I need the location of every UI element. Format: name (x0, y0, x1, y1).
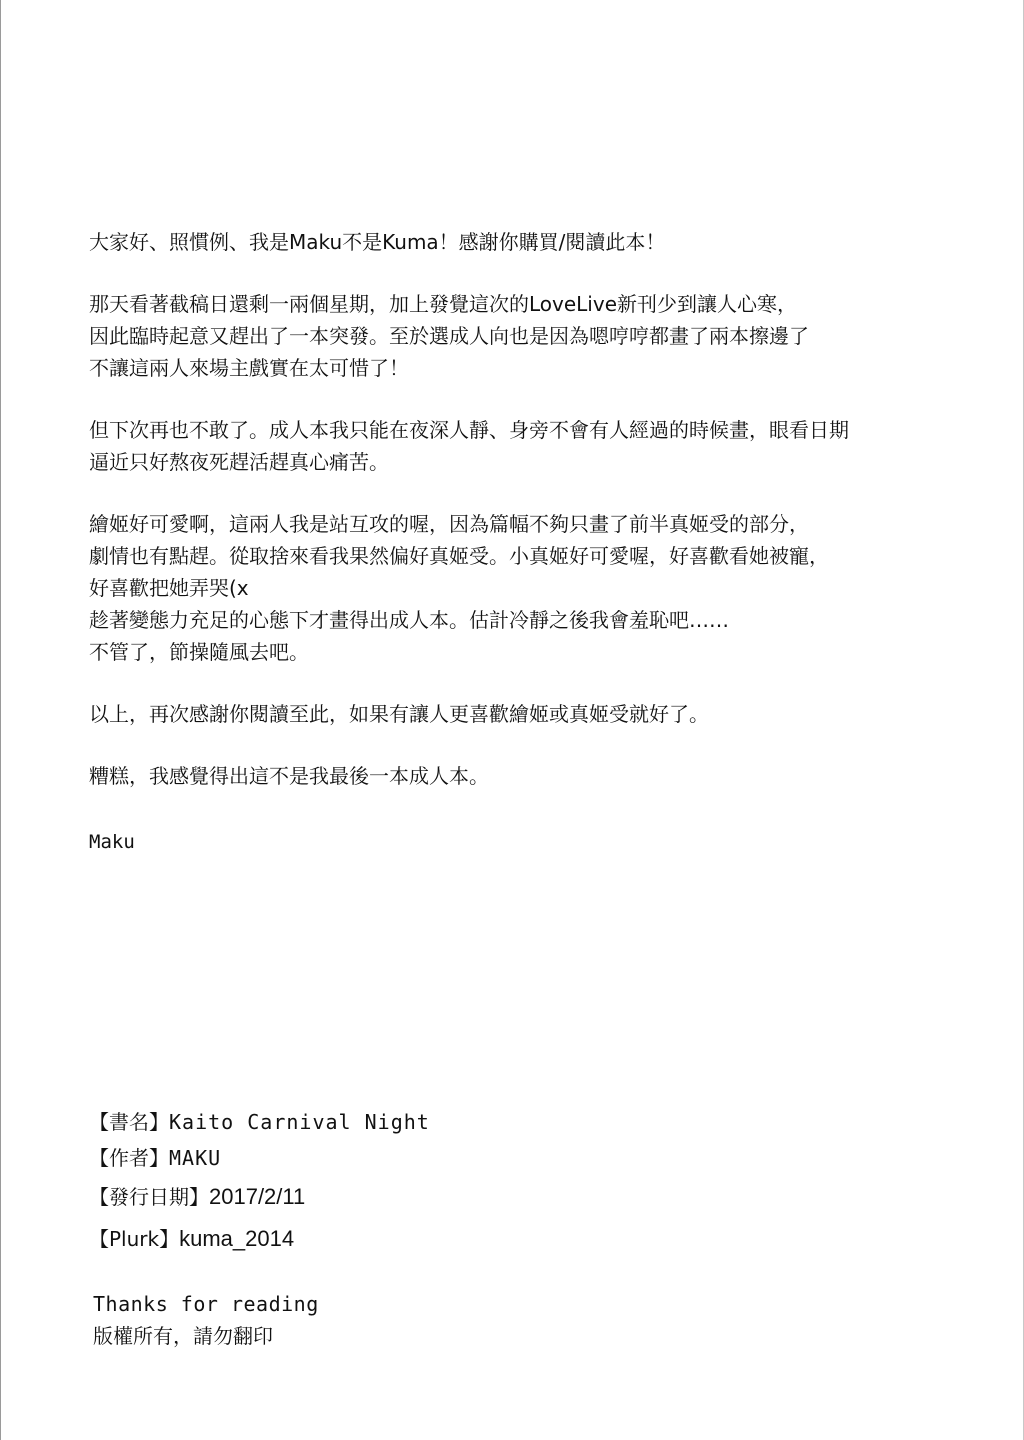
date-label: 【發行日期】 (89, 1185, 209, 1209)
afterword-body (89, 226, 969, 858)
paragraph-line: 劇情也有點趕。從取捨來看我果然偏好真姬受。小真姬好可愛喔，好喜歡看她被寵， (89, 544, 829, 568)
paragraph-line: 不讓這兩人來場主戲實在太可惜了！ (89, 356, 409, 380)
thanks-text: Thanks for reading (93, 1292, 319, 1316)
colophon-date-row (89, 1176, 430, 1218)
title-label: 【書名】 (89, 1110, 169, 1134)
author-signature: Maku (89, 831, 135, 853)
colophon-plurk-row (89, 1218, 430, 1260)
author-value: MAKU (169, 1146, 222, 1170)
paragraph-line: 那天看著截稿日還剩一兩個星期，加上發覺這次的LoveLive新刊少到讓人心寒， (89, 292, 798, 316)
paragraph-line: 因此臨時起意又趕出了一本突發。至於選成人向也是因為嗯哼哼都畫了兩本擦邊了 (89, 324, 809, 348)
paragraph-line: 不管了，節操隨風去吧。 (89, 640, 309, 664)
date-value: 2017/2/11 (209, 1184, 306, 1209)
colophon-title-row (89, 1104, 430, 1140)
paragraph-line: 但下次再也不敢了。成人本我只能在夜深人靜、身旁不會有人經過的時候畫，眼看日期 (89, 418, 849, 442)
paragraph-line: 以上，再次感謝你閱讀至此，如果有讓人更喜歡繪姬或真姬受就好了。 (89, 702, 709, 726)
footer-notes (93, 1288, 319, 1352)
paragraph-line: 好喜歡把她弄哭(x (89, 576, 249, 600)
greeting-line: 大家好、照慣例、我是Maku不是Kuma！感謝你購買/閱讀此本！ (89, 230, 666, 254)
plurk-value: kuma_2014 (179, 1226, 295, 1251)
colophon (89, 1104, 430, 1260)
colophon-author-row (89, 1140, 430, 1176)
paragraph-line: 趁著變態力充足的心態下才畫得出成人本。估計冷靜之後我會羞恥吧…… (89, 608, 729, 632)
author-label: 【作者】 (89, 1146, 169, 1170)
title-value: Kaito Carnival Night (169, 1110, 430, 1134)
plurk-label: 【Plurk】 (89, 1227, 180, 1251)
copyright-text: 版權所有，請勿翻印 (93, 1324, 273, 1348)
paragraph-line: 繪姬好可愛啊，這兩人我是站互攻的喔，因為篇幅不夠只畫了前半真姬受的部分， (89, 512, 809, 536)
paragraph-line: 糟糕，我感覺得出這不是我最後一本成人本。 (89, 764, 489, 788)
paragraph-line: 逼近只好熬夜死趕活趕真心痛苦。 (89, 450, 389, 474)
